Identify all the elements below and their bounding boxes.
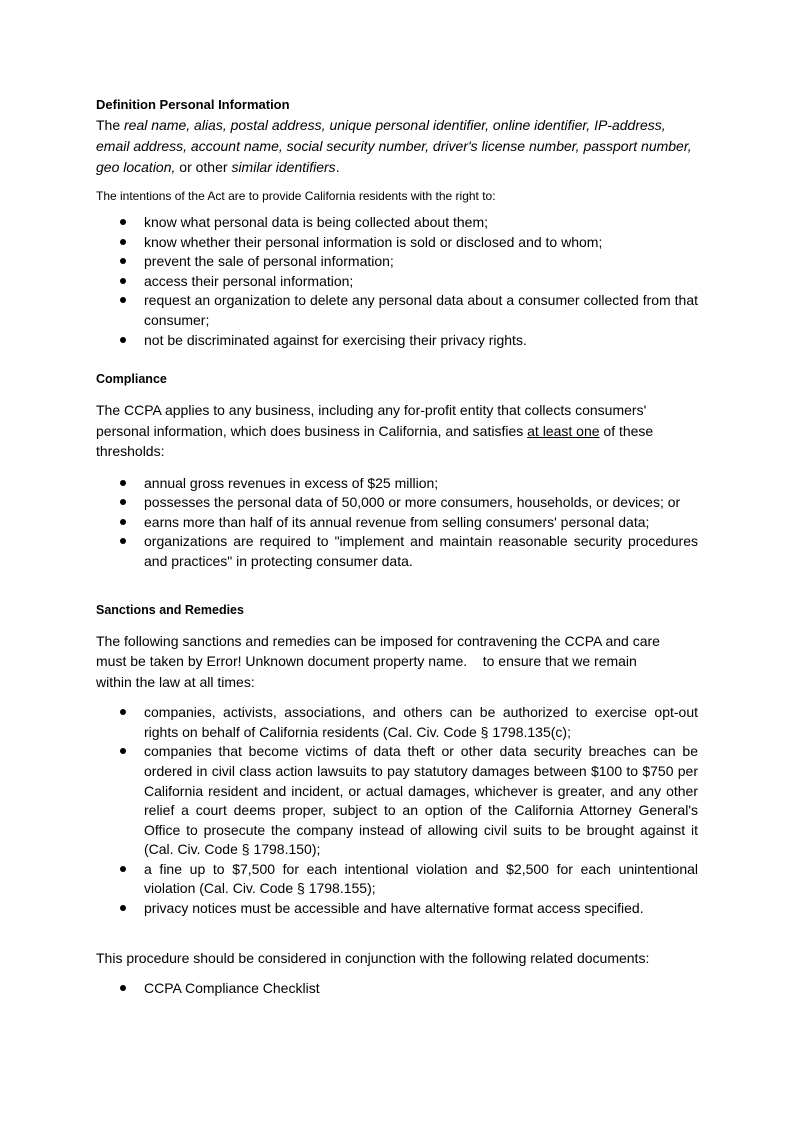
sanctions-paragraph: The following sanctions and remedies can be imposed for contravening the CCPA and care must be taken by Error! Unknown document property name. to ensure that we remain within the law at all times: — [96, 632, 660, 690]
bullet-icon — [120, 985, 126, 991]
bullet-icon — [120, 480, 126, 486]
list-item: privacy notices must be accessible and have alternative format access specified. — [96, 899, 698, 919]
bullet-icon — [120, 866, 126, 872]
list-item: earns more than half of its annual revenue from selling consumers' personal data; — [96, 513, 698, 533]
related-intro: This procedure should be considered in conjunction with the following related documents: — [96, 949, 650, 966]
sanctions-list — [96, 703, 698, 919]
definition-similar: similar identifiers — [231, 159, 336, 175]
intentions-list — [96, 213, 698, 350]
list-item: request an organization to delete any personal data about a consumer collected from that consumer; — [96, 291, 698, 330]
bullet-icon — [120, 519, 126, 525]
compliance-list — [96, 474, 698, 572]
compliance-emphasis: at least one — [527, 422, 600, 439]
definition-heading: Definition Personal Information — [96, 97, 290, 112]
bullet-icon — [120, 499, 126, 505]
list-item: know what personal data is being collected about them; — [96, 213, 698, 233]
list-item: possesses the personal data of 50,000 or more consumers, households, or devices; or — [96, 493, 698, 513]
bullet-icon — [120, 905, 126, 911]
document-content — [96, 96, 698, 999]
bullet-icon — [120, 748, 126, 754]
list-item: companies that become victims of data theft or other data security breaches can be ordered in civil class action lawsuits to pay statutory damages between $100 to $750 per California resident and incident, or actual damages, whichever is greater, and any other relief a court deems proper, subject to an option of the California Attorney General's Office to prosecute the company instead of allowing civil suits to be brought against it (Cal. Civ. Code § 1798.150); — [96, 742, 698, 860]
list-item: organizations are required to "implement and maintain reasonable security procedures and practices" in protecting consumer data. — [96, 532, 698, 571]
bullet-icon — [120, 258, 126, 264]
definition-identifiers: real name, alias, postal address, unique personal identifier, online identifier, IP-address, email address, account name, social security number, driver's license number, passport number, geo location, — [96, 117, 692, 175]
compliance-heading: Compliance — [96, 372, 167, 387]
definition-connector: or other — [175, 159, 232, 175]
list-item: know whether their personal information is sold or disclosed and to whom; — [96, 233, 698, 253]
intentions-intro: The intentions of the Act are to provide California residents with the right to: — [96, 189, 496, 203]
bullet-icon — [120, 709, 126, 715]
definition-lead: The — [96, 117, 125, 133]
related-list — [96, 979, 698, 999]
bullet-icon — [120, 278, 126, 284]
list-item: annual gross revenues in excess of $25 million; — [96, 474, 698, 494]
compliance-paragraph: The CCPA applies to any business, including any for-profit entity that collects consumers' personal information, which does business in California, and satisfies at least one of these thresholds: — [96, 402, 654, 460]
definition-end: . — [335, 159, 340, 175]
list-item: access their personal information; — [96, 272, 698, 292]
bullet-icon — [120, 297, 126, 303]
list-item: a fine up to $7,500 for each intentional violation and $2,500 for each unintentional violation (Cal. Civ. Code § 1798.155); — [96, 860, 698, 899]
bullet-icon — [120, 337, 126, 343]
bullet-icon — [120, 219, 126, 225]
list-item: companies, activists, associations, and others can be authorized to exercise opt-out rights on behalf of California residents (Cal. Civ. Code § 1798.135(c); — [96, 703, 698, 742]
list-item: not be discriminated against for exercising their privacy rights. — [96, 331, 698, 351]
list-item: prevent the sale of personal information; — [96, 252, 698, 272]
list-item: CCPA Compliance Checklist — [96, 979, 698, 999]
bullet-icon — [120, 239, 126, 245]
bullet-icon — [120, 538, 126, 544]
sanctions-heading: Sanctions and Remedies — [96, 602, 244, 617]
definition-text — [96, 115, 698, 178]
